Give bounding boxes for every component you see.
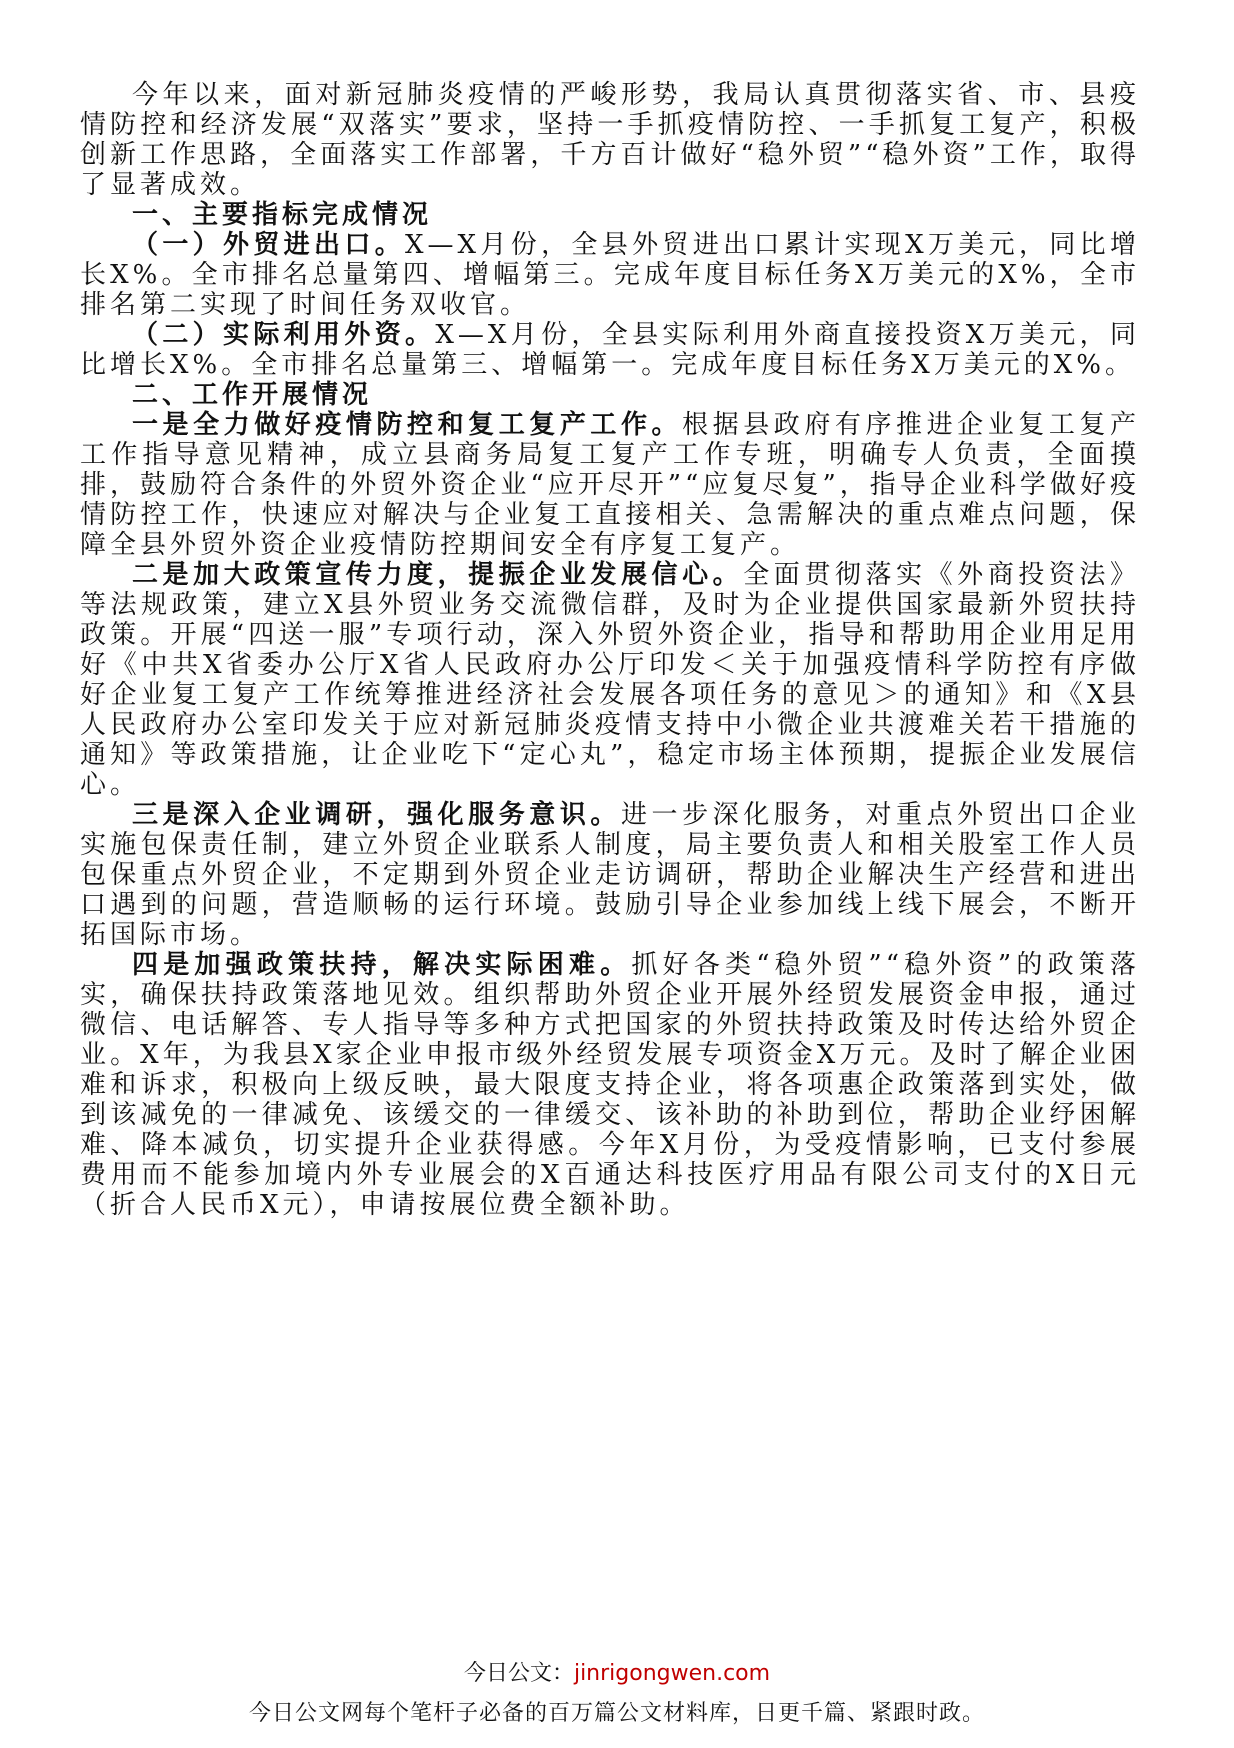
paragraph-lead: （一）外贸进出口。 — [132, 230, 406, 260]
footer-site-link[interactable]: jinrigongwen.com — [573, 1661, 771, 1686]
document-body — [80, 80, 1140, 1220]
paragraph-foreign-investment — [80, 320, 1140, 380]
paragraph-text: 进一步深化服务，对重点外贸出口企业实施包保责任制，建立外贸企业联系人制度，局主要负责人和相关股室工作人员包保重点外贸企业，不定期到外贸企业走访调研，帮助企业解决生产经营和进出口遇到的问题，营造顺畅的运行环境。鼓励引导企业参加线上线下展会，不断开拓国际市场。 — [80, 800, 1140, 950]
paragraph-text: 全面贯彻落实《外商投资法》等法规政策，建立X县外贸业务交流微信群，及时为企业提供国家最新外贸扶持政策。开展“四送一服”专项行动，深入外贸外资企业，指导和帮助用企业用足用好《中共X省委办公厅X省人民政府办公厅印发＜关于加强疫情科学防控有序做好企业复工复产工作统筹推进经济社会发展各项任务的意见＞的通知》和《X县人民政府办公室印发关于应对新冠肺炎疫情支持中小微企业共渡难关若干措施的通知》等政策措施，让企业吃下“定心丸”，稳定市场主体预期，提振企业发展信心。 — [80, 560, 1140, 800]
paragraph-work-1 — [80, 410, 1140, 560]
paragraph-work-4 — [80, 950, 1140, 1220]
paragraph-lead: 二是加大政策宣传力度，提振企业发展信心。 — [132, 560, 744, 590]
paragraph-text: X—X月份，全县外贸进出口累计实现X万美元，同比增长X%。全市排名总量第四、增幅第三。完成年度目标任务X万美元的X%，全市排名第二实现了时间任务双收官。 — [80, 230, 1140, 320]
paragraph-work-2 — [80, 560, 1140, 800]
paragraph-work-3 — [80, 800, 1140, 950]
paragraph-lead: 三是深入企业调研，强化服务意识。 — [132, 800, 621, 830]
footer-site-line — [0, 1656, 1234, 1687]
intro-text: 今年以来，面对新冠肺炎疫情的严峻形势，我局认真贯彻落实省、市、县疫情防控和经济发展“双落实”要求，坚持一手抓疫情防控、一手抓复工复产，积极创新工作思路，全面落实工作部署，千方百计做好“稳外贸”“稳外资”工作，取得了显著成效。 — [80, 80, 1140, 200]
paragraph-text: 抓好各类“稳外贸”“稳外资”的政策落实，确保扶持政策落地见效。组织帮助外贸企业开展外经贸发展资金申报，通过微信、电话解答、专人指导等多种方式把国家的外贸扶持政策及时传达给外贸企业。X年，为我县X家企业申报市级外经贸发展专项资金X万元。及时了解企业困难和诉求，积极向上级反映，最大限度支持企业，将各项惠企政策落到实处，做到该减免的一律减免、该缓交的一律缓交、该补助的补助到位，帮助企业纾困解难、降本减负，切实提升企业获得感。今年X月份，为受疫情影响，已支付参展费用而不能参加境内外专业展会的X百通达科技医疗用品有限公司支付的X日元（折合人民币X元），申请按展位费全额补助。 — [80, 950, 1140, 1220]
paragraph-lead: 四是加强政策扶持，解决实际困难。 — [132, 950, 632, 980]
section-heading-1: 一、主要指标完成情况 — [132, 200, 433, 230]
section-heading-2: 二、工作开展情况 — [132, 380, 373, 410]
footer-slogan: 今日公文网每个笔杆子必备的百万篇公文材料库，日更千篇、紧跟时政。 — [248, 1701, 985, 1726]
paragraph-foreign-trade — [80, 230, 1140, 320]
paragraph-text: 根据县政府有序推进企业复工复产工作指导意见精神，成立县商务局复工复产工作专班，明确专人负责，全面摸排，鼓励符合条件的外贸外资企业“应开尽开”“应复尽复”，指导企业科学做好疫情防控工作，快速应对解决与企业复工直接相关、急需解决的重点难点问题，保障全县外贸外资企业疫情防控期间安全有序复工复产。 — [80, 410, 1140, 560]
paragraph-lead: （二）实际利用外资。 — [132, 320, 436, 350]
paragraph-text: X—X月份，全县实际利用外商直接投资X万美元，同比增长X%。全市排名总量第三、增幅第一。完成年度目标任务X万美元的X%。 — [80, 320, 1140, 380]
footer-prefix: 今日公文： — [463, 1661, 574, 1686]
intro-paragraph — [80, 80, 1140, 200]
paragraph-lead: 一是全力做好疫情防控和复工复产工作。 — [132, 410, 683, 440]
